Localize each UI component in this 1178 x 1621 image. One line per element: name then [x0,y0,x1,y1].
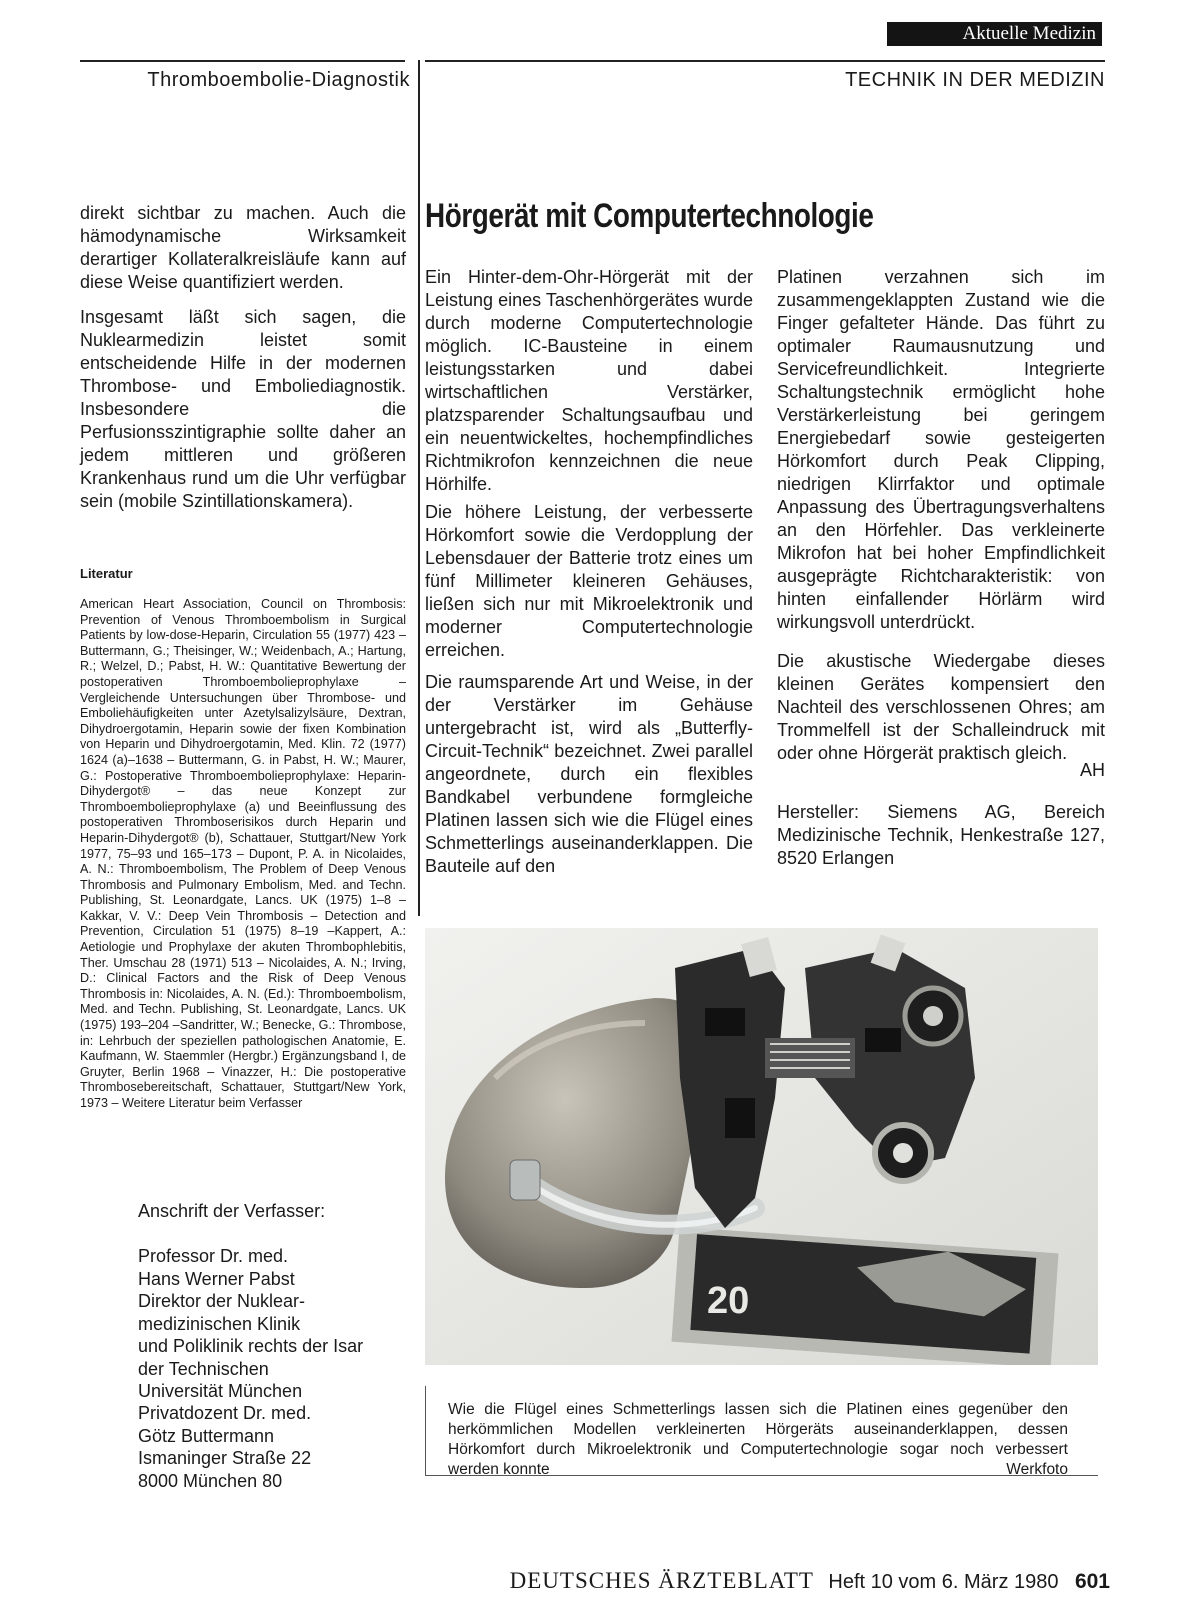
header-rule-right [425,60,1105,62]
issue-info: Heft 10 vom 6. März 1980 [828,1571,1059,1593]
address-line: medizinischen Klinik [138,1313,301,1334]
address-line: Professor Dr. med. [138,1246,289,1266]
caption-text: Wie die Flügel eines Schmetterlings lassen sich die Platinen eines gegenüber den herkömmlichen Modellen verkleinerten Hörgeräts auseinanderklappen, dessen Hörkomfort durch Mikroelektronik und Computertechnologie sogar noch verbessert werden konnte [448,1401,1068,1478]
page-footer [470,1568,1110,1594]
page-number: 601 [1074,1570,1110,1593]
paragraph: Insgesamt läßt sich sagen, die Nuklearmedizin leistet somit entscheidende Hilfe in der modernen Thrombose- und Emboliediagnostik. Insbesondere die Perfusionsszintigraphie sollte daher an jedem mittleren und größeren Krankenhaus rund um die Uhr verfügbar sein (mobile Szintillationskamera). [80,307,406,511]
paragraph: direkt sichtbar zu machen. Auch die hämodynamische Wirksamkeit derartiger Kollateralkreisläufe kann auf diese Weise quantifiziert werden. [80,203,406,292]
paragraph: Die raumsparende Art und Weise, in der der Verstärker im Gehäuse untergebracht ist, wird als „Butterfly-Circuit-Technik“ bezeichnet. Zwei parallel angeordnete, durch ein flexibles Bandkabel verbundene formgleiche Platinen lassen sich wie die Flügel eines Schmetterlings auseinanderklappen. Die Bauteile auf den [425,672,753,876]
address-line: und Poliklinik rechts der Isar [138,1336,364,1356]
article-middle-paragraph-1 [425,266,753,496]
photo-credit: Werkfoto [1006,1461,1068,1478]
literature-list: American Heart Association, Council on Thrombosis: Prevention of Venous Thromboembolism in Surgical Patients by low-dose-Heparin, Circulation 55 (1977) 423 – Buttermann, G.; Theisinger, W.; Weidenbach, A.; Hartung, R.; Welzel, D.; Pabst, H. W.: Quantitative Bewertung der postoperativen Thromboembolieprophylaxe – Vergleichende Untersuchungen über Thrombose- und Emboliehäufigkeiten unter Azetylsalizylsäure, Dextran, Dihydroergotamin, Heparin sowie der fixen Kombination von Heparin und Dihydroergotamin, Med. Klin. 72 (1977) 1624 (a)–1638 – Buttermann, G. in Pabst, H. W.; Maurer, G.: Postoperative Thromboembolieprophylaxe: Heparin-Dihydergot® – das neue Konzept zur Thromboembolieprophylaxe (a) und Beeinflussung des postoperativen Thromboserisikos durch Heparin und Heparin-Dihydergot® (b), Schattauer, Stuttgart/New York 1977, 75–93 und 165–173 – Dupont, P. A. in Nicolaides, A. N.: Thromboembolism, The Problem of Deep Venous Thrombosis and Pulmonary Embolism, Med. and Techn. Publishing, St. Leonardgate, Lancs. UK (1975) 1–8 – Kakkar, V. V.: Deep Vein Thrombosis – Detection and Prevention, Circulation 51 (1975) 8–19 –Kappert, A.: Aetiologie und Prophylaxe der akuten Thrombophlebitis, Ther. Umschau 28 (1971) 513 – Nicolaides, A. N.; Irving, D.: Clinical Factors and the Risk of Deep Venous Thrombosis in: Nicolaides, A. N. (Ed.): Thromboembolism, Med. and Techn. Publishing, St. Leonardgate, Lancs. UK (1975) 193–204 –Sandritter, W.; Benecke, G.: Thrombose, in: Lehrbuch der speziellen pathologischen Anatomie, E. Kaufmann, W. Staemmler (Hergbr.) Ergänzungsband I, de Gruyter, Berlin 1968 – Vinazzer, H.: Die postoperative Thrombosebereitschaft, Schattauer, Stuttgart/New York, 1973 – Weitere Literatur beim Verfasser [80,597,406,1110]
article-right-paragraph-2 [777,650,1105,765]
hearing-aid-photo [425,928,1098,1365]
address-line: Privatdozent Dr. med. [138,1403,312,1423]
hearing-aid-illustration [425,928,1098,1365]
running-head-right: TECHNIK IN DER MEDIZIN [845,69,1105,91]
article-right-paragraph-1 [777,266,1105,634]
section-tag: Aktuelle Medizin [887,22,1102,46]
journal-name: DEUTSCHES ÄRZTEBLATT [509,1568,814,1593]
column-divider [418,60,420,916]
paragraph: Die höhere Leistung, der verbesserte Hörkomfort sowie die Verdopplung der Lebensdauer der Batterie trotz eines um fünf Millimeter kleineren Gehäuses, ließen sich nur mit Mikroelektronik und moderner Computertechnologie erreichen. [425,502,753,660]
article-middle-paragraph-2 [425,501,753,662]
address-block-1 [138,1245,438,1403]
address-block-2 [138,1402,438,1492]
address-line: Götz Buttermann [138,1425,275,1446]
article-title: Hörgerät mit Computertechnologie [425,197,874,235]
paragraph: Platinen verzahnen sich im zusammengeklappten Zustand wie die Finger gefalteter Hände. Das führt zu optimaler Raumausnutzung und Servicefreundlichkeit. Integrierte Schaltungstechnik ermöglicht hohe Verstärkerleistung bei geringem Energiebedarf sowie gesteigerten Hörkomfort durch Peak Clipping, niedrigen Klirrfaktor und optimale Anpassung des Übertragungsverhaltens an den Hörfehler. Das verkleinerte Mikrofon hat bei hoher Empfindlichkeit ausgeprägte Richtcharakteristik: von hinten einfallender Hörlärm wird wirkungsvoll unterdrückt. [777,267,1105,632]
running-head-left: Thromboembolie-Diagnostik [147,69,410,91]
photo-caption [425,1386,1098,1476]
left-column-paragraph-2 [80,306,406,513]
address-line: Hans Werner Pabst [138,1268,295,1289]
header-rule-left [80,60,405,62]
literature-heading: Literatur [80,566,133,581]
paragraph: Die akustische Wiedergabe dieses kleinen Gerätes kompensiert den Nachteil des verschlossenen Ohres; am Trommelfell ist der Schalleindruck mit oder ohne Hörgerät praktisch gleich. [777,651,1105,763]
paragraph: Ein Hinter-dem-Ohr-Hörgerät mit der Leistung eines Taschenhörgerätes wurde durch moderne Computertechnologie möglich. IC-Bausteine in einem leistungsstarken und dabei wirtschaftlichen Verstärker, platzsparender Schaltungsaufbau und ein neuentwickeltes, hochempfindliches Richtmikrofon kennzeichnen die neue Hörhilfe. [425,267,753,494]
address-line: Universität München [138,1381,303,1401]
address-line: der Technischen [138,1358,269,1379]
address-heading: Anschrift der Verfasser: [138,1201,326,1221]
address-line: Ismaninger Straße 22 [138,1448,312,1468]
address-line: 8000 München 80 [138,1470,283,1491]
article-middle-paragraph-3 [425,671,753,878]
stamp-value: 20 [707,1280,750,1322]
manufacturer-note: Hersteller: Siemens AG, Bereich Medizinische Technik, Henkestraße 127, 8520 Erlangen [777,802,1105,868]
left-column-paragraph-1 [80,202,406,294]
address-line: Direktor der Nuklear- [138,1291,306,1311]
author-initials: AH [1079,760,1105,780]
